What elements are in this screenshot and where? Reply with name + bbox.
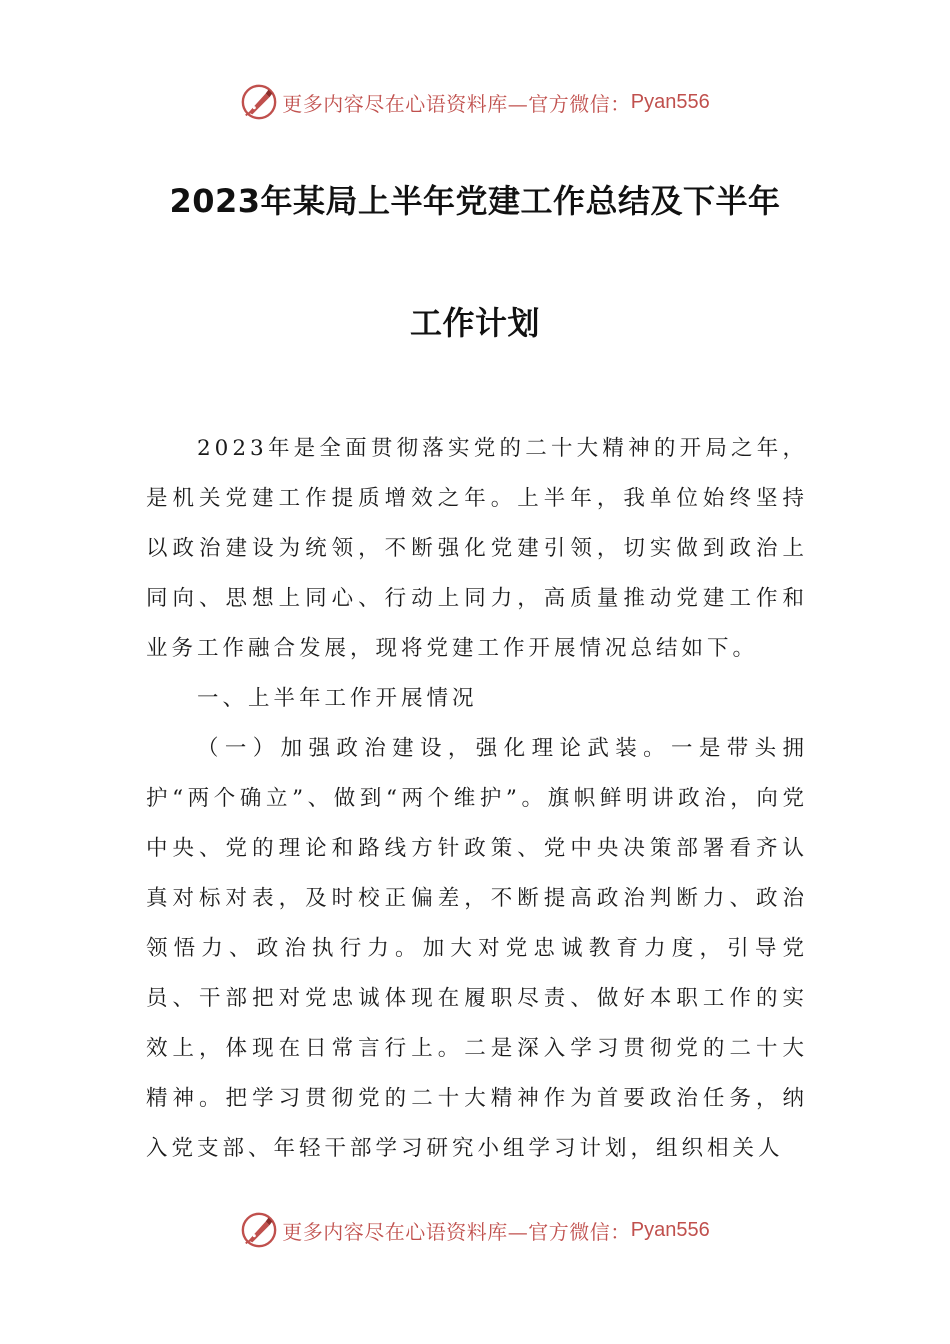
document-title-line-2: 工作计划 xyxy=(409,304,540,342)
section-heading-block xyxy=(146,674,808,724)
watermark-banner-top xyxy=(0,82,950,122)
intro-paragraph: 2023年是全面贯彻落实党的二十大精神的开局之年，是机关党建工作提质增效之年。上半年，我单位始终坚持以政治建设为统领，不断强化党建引领，切实做到政治上同向、思想上同心、行动上同力，高质量推动党建工作和业务工作融合发展，现将党建工作开展情况总结如下。 xyxy=(146,436,808,661)
intro-paragraph-block xyxy=(146,424,808,674)
watermark-text: 更多内容尽在心语资料库—官方微信： xyxy=(282,91,631,116)
section-heading: 一、上半年工作开展情况 xyxy=(197,686,478,711)
section-paragraph-block xyxy=(146,724,808,1174)
watermark-text: 更多内容尽在心语资料库—官方微信： xyxy=(282,1219,631,1244)
pen-nib-logo-icon xyxy=(240,83,278,121)
watermark-wechat-id: Pyan556 xyxy=(630,1218,710,1241)
document-title-line-1: 2023年某局上半年党建工作总结及下半年 xyxy=(169,182,781,220)
pen-nib-logo-icon xyxy=(240,1211,278,1249)
watermark-banner-bottom xyxy=(0,1210,950,1250)
section-paragraph: （一）加强政治建设，强化理论武装。一是带头拥护“两个确立”、做到“两个维护”。旗帜鲜明讲政治，向党中央、党的理论和路线方针政策、党中央决策部署看齐认真对标对表，及时校正偏差，不断提高政治判断力、政治领悟力、政治执行力。加大对党忠诚教育力度，引导党员、干部把对党忠诚体现在履职尽责、做好本职工作的实效上，体现在日常言行上。二是深入学习贯彻党的二十大精神。把学习贯彻党的二十大精神作为首要政治任务，纳入党支部、年轻干部学习研究小组学习计划，组织相关人 xyxy=(146,736,808,1161)
watermark-wechat-id: Pyan556 xyxy=(630,90,710,113)
